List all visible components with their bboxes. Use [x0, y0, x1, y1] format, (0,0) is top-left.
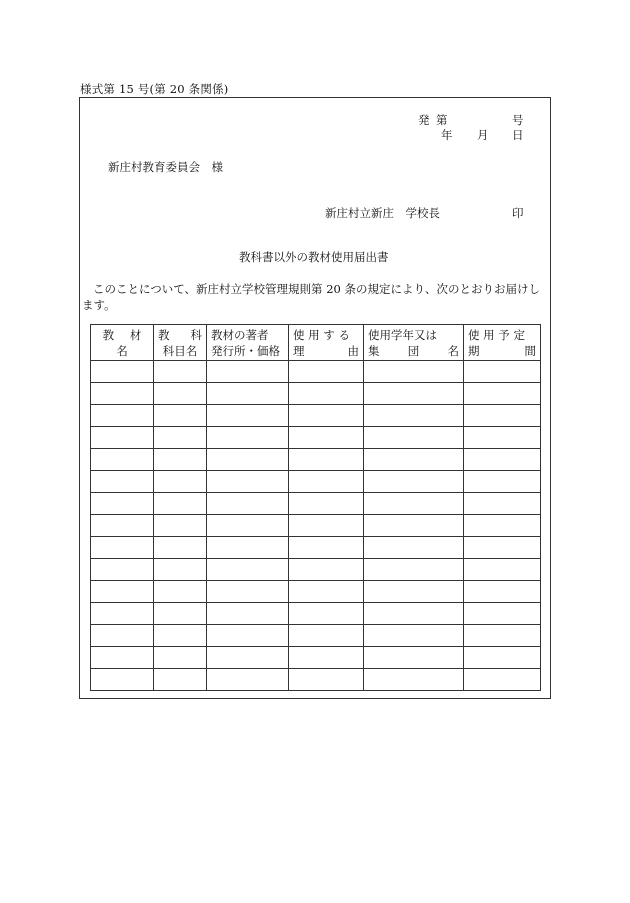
- table-cell[interactable]: [364, 493, 464, 515]
- table-cell[interactable]: [464, 625, 541, 647]
- table-cell[interactable]: [154, 449, 207, 471]
- issue-label-dai: 第: [436, 113, 448, 127]
- table-cell[interactable]: [464, 515, 541, 537]
- table-cell[interactable]: [154, 405, 207, 427]
- document-title: 教科書以外の教材使用届出書: [239, 250, 389, 264]
- table-row: [91, 493, 541, 515]
- table-cell[interactable]: [464, 669, 541, 691]
- table-cell[interactable]: [207, 625, 289, 647]
- table-cell[interactable]: [464, 647, 541, 669]
- table-cell[interactable]: [364, 405, 464, 427]
- issue-label-hatsu: 発: [418, 113, 430, 127]
- col-header-grade-group: 使用学年又は 集 団 名: [364, 325, 464, 361]
- table-cell[interactable]: [91, 361, 154, 383]
- table-cell[interactable]: [207, 427, 289, 449]
- seal-mark: 印: [512, 206, 524, 220]
- table-cell[interactable]: [364, 647, 464, 669]
- date-year: 年: [441, 128, 453, 142]
- body-text: このことについて、新庄村立学校管理規則第 20 条の規定により、次のとおりお届けします。: [82, 282, 540, 312]
- table-cell[interactable]: [91, 647, 154, 669]
- date-month: 月: [477, 128, 489, 142]
- col-header-subject: 教 科 科目名: [154, 325, 207, 361]
- table-cell[interactable]: [91, 383, 154, 405]
- date-day: 日: [512, 128, 524, 142]
- form-frame: [79, 97, 551, 699]
- table-cell[interactable]: [289, 405, 364, 427]
- col-header-author-publisher: 教材の著者 発行所・価格: [207, 325, 289, 361]
- table-cell[interactable]: [464, 405, 541, 427]
- table-cell[interactable]: [464, 449, 541, 471]
- table-cell[interactable]: [289, 581, 364, 603]
- table-cell[interactable]: [91, 471, 154, 493]
- table-cell[interactable]: [91, 537, 154, 559]
- table-cell[interactable]: [207, 493, 289, 515]
- table-cell[interactable]: [154, 581, 207, 603]
- table-row: [91, 625, 541, 647]
- table-cell[interactable]: [91, 493, 154, 515]
- table-cell[interactable]: [91, 427, 154, 449]
- table-cell[interactable]: [289, 427, 364, 449]
- table-cell[interactable]: [154, 383, 207, 405]
- table-cell[interactable]: [91, 559, 154, 581]
- table-cell[interactable]: [364, 515, 464, 537]
- table-cell[interactable]: [207, 471, 289, 493]
- table-cell[interactable]: [207, 537, 289, 559]
- table-cell[interactable]: [154, 647, 207, 669]
- table-cell[interactable]: [364, 559, 464, 581]
- table-row: [91, 559, 541, 581]
- table-cell[interactable]: [364, 383, 464, 405]
- table-cell[interactable]: [464, 427, 541, 449]
- table-cell[interactable]: [289, 647, 364, 669]
- table-cell[interactable]: [207, 405, 289, 427]
- table-cell[interactable]: [289, 383, 364, 405]
- table-cell[interactable]: [207, 669, 289, 691]
- addressee: 新庄村教育委員会 様: [108, 160, 223, 174]
- table-cell[interactable]: [91, 625, 154, 647]
- table-cell[interactable]: [154, 669, 207, 691]
- table-row: [91, 427, 541, 449]
- table-row: [91, 405, 541, 427]
- table-row: [91, 471, 541, 493]
- table-cell[interactable]: [207, 361, 289, 383]
- table-row: [91, 669, 541, 691]
- form-number: 様式第 15 号(第 20 条関係): [80, 82, 229, 96]
- table-cell[interactable]: [364, 361, 464, 383]
- table-cell[interactable]: [91, 449, 154, 471]
- table-cell[interactable]: [207, 647, 289, 669]
- table-cell[interactable]: [289, 449, 364, 471]
- table-row: [91, 383, 541, 405]
- table-cell[interactable]: [207, 515, 289, 537]
- table-cell[interactable]: [464, 383, 541, 405]
- table-cell[interactable]: [289, 515, 364, 537]
- table-header-row: [91, 325, 541, 361]
- table-row: [91, 603, 541, 625]
- col-header-period: 使 用 予 定 期 間: [464, 325, 541, 361]
- table-cell[interactable]: [207, 559, 289, 581]
- table-cell[interactable]: [207, 449, 289, 471]
- table-cell[interactable]: [207, 603, 289, 625]
- table-cell[interactable]: [364, 471, 464, 493]
- table-cell[interactable]: [289, 493, 364, 515]
- sender: 新庄村立新庄 学校長: [325, 206, 440, 220]
- table-cell[interactable]: [364, 449, 464, 471]
- table-row: [91, 515, 541, 537]
- table-cell[interactable]: [364, 625, 464, 647]
- table-cell[interactable]: [91, 603, 154, 625]
- table-cell[interactable]: [364, 427, 464, 449]
- table-cell[interactable]: [364, 537, 464, 559]
- table-cell[interactable]: [289, 471, 364, 493]
- col-header-material-name: 教 材 名: [91, 325, 154, 361]
- table-cell[interactable]: [464, 471, 541, 493]
- table-cell[interactable]: [364, 581, 464, 603]
- table-cell[interactable]: [364, 669, 464, 691]
- table-cell[interactable]: [154, 537, 207, 559]
- table-cell[interactable]: [464, 493, 541, 515]
- table-row: [91, 361, 541, 383]
- table-cell[interactable]: [464, 581, 541, 603]
- table-cell[interactable]: [91, 405, 154, 427]
- table-cell[interactable]: [364, 603, 464, 625]
- table-cell[interactable]: [154, 515, 207, 537]
- table-cell[interactable]: [464, 537, 541, 559]
- table-cell[interactable]: [289, 669, 364, 691]
- table-body: [91, 361, 541, 691]
- table-cell[interactable]: [289, 361, 364, 383]
- table-row: [91, 449, 541, 471]
- table-cell[interactable]: [289, 537, 364, 559]
- table-row: [91, 581, 541, 603]
- table-cell[interactable]: [289, 603, 364, 625]
- table-cell[interactable]: [154, 493, 207, 515]
- issue-label-go: 号: [512, 113, 524, 127]
- records-table: [90, 324, 541, 691]
- table-cell[interactable]: [207, 581, 289, 603]
- table-cell[interactable]: [91, 581, 154, 603]
- table-cell[interactable]: [464, 559, 541, 581]
- col-header-reason: 使 用 す る 理 由: [289, 325, 364, 361]
- table-cell[interactable]: [154, 361, 207, 383]
- table-cell[interactable]: [289, 625, 364, 647]
- table-cell[interactable]: [289, 559, 364, 581]
- table-cell[interactable]: [91, 515, 154, 537]
- table-cell[interactable]: [154, 559, 207, 581]
- table-cell[interactable]: [464, 603, 541, 625]
- table-cell[interactable]: [154, 625, 207, 647]
- table-cell[interactable]: [207, 383, 289, 405]
- table-cell[interactable]: [154, 471, 207, 493]
- table-row: [91, 647, 541, 669]
- table-row: [91, 537, 541, 559]
- table-cell[interactable]: [154, 427, 207, 449]
- table-cell[interactable]: [464, 361, 541, 383]
- table-cell[interactable]: [91, 669, 154, 691]
- table-cell[interactable]: [154, 603, 207, 625]
